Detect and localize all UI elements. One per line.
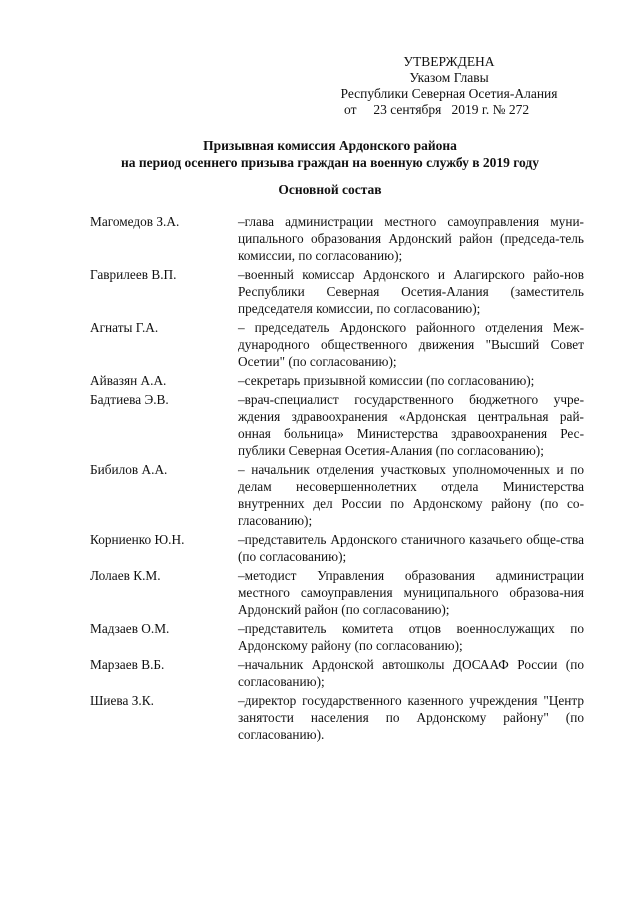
member-name: Лолаев К.М. (90, 568, 161, 583)
member-name: Марзаев В.Б. (90, 657, 165, 672)
member-role: –начальник Ардонской автошколы ДОСААФ России (по согласованию); (238, 657, 584, 689)
member-name: Корниенко Ю.Н. (90, 532, 185, 547)
approval-date (318, 102, 580, 118)
member-name: Гаврилеев В.П. (90, 267, 177, 282)
approval-decree: Указом Главы (409, 70, 489, 85)
member-role: –военный комиссар Ардонского и Алагирского райо-нов Республики Северная Осетия-Алания (заместитель председателя комиссии, по согласованию); (238, 267, 584, 316)
member-name: Бибилов А.А. (90, 462, 168, 477)
member-list (90, 213, 590, 745)
member-role: – начальник отделения участковых уполномоченных и по делам несовершеннолетних отдела Министерства внутренних дел России по Ардонскому району (по со-гласованию); (238, 462, 584, 528)
document-title-line2: на период осеннего призыва граждан на военную службу в 2019 году (121, 155, 539, 170)
member-row (90, 391, 590, 459)
member-role: –представитель Ардонского станичного казачьего обще-ства (по согласованию); (238, 532, 584, 564)
member-name: Айвазян А.А. (90, 373, 167, 388)
document-title (60, 137, 600, 171)
member-role: –методист Управления образования администрации местного самоуправления муниципального образова-ния Ардонский район (по согласованию); (238, 568, 584, 617)
member-row (90, 692, 590, 743)
document-title-line1: Призывная комиссия Ардонского района (203, 138, 457, 153)
member-row (90, 213, 590, 264)
approval-date-value: 23 сентября 2019 г. № 272 (373, 102, 530, 117)
member-row (90, 531, 590, 565)
member-role: – председатель Ардонского районного отделения Меж-дународного общественного движения "Высший Совет Осетии" (по согласованию); (238, 320, 584, 369)
member-row (90, 461, 590, 529)
member-role: –секретарь призывной комиссии (по согласованию); (238, 373, 535, 388)
approval-republic: Республики Северная Осетия-Алания (340, 86, 558, 101)
approval-date-from: от (344, 102, 357, 117)
member-row (90, 656, 590, 690)
section-title: Основной состав (278, 182, 382, 197)
member-name: Агнаты Г.А. (90, 320, 159, 335)
member-role: –глава администрации местного самоуправления муни-ципального образования Ардонский район (председа-тель комиссии, по согласованию); (238, 214, 584, 263)
member-role: –директор государственного казенного учреждения "Центр занятости населения по Ардонскому району" (по согласованию). (238, 693, 584, 742)
member-name: Магомедов З.А. (90, 214, 180, 229)
member-row (90, 567, 590, 618)
member-row (90, 372, 590, 389)
member-name: Бадтиева Э.В. (90, 392, 169, 407)
approval-status: УТВЕРЖДЕНА (403, 54, 495, 69)
member-name: Шиева З.К. (90, 693, 154, 708)
approval-stamp (318, 54, 580, 118)
member-row (90, 266, 590, 317)
member-row (90, 620, 590, 654)
member-role: –врач-специалист государственного бюджетного учре-ждения здравоохранения «Ардонская центральная рай-онная больница» Министерства здравоохранения Рес-публики Северная Осетия-Алания (по согласованию); (238, 392, 584, 458)
member-role: –представитель комитета отцов военнослужащих по Ардонскому району (по согласованию); (238, 621, 584, 653)
member-row (90, 319, 590, 370)
member-name: Мадзаев О.М. (90, 621, 170, 636)
